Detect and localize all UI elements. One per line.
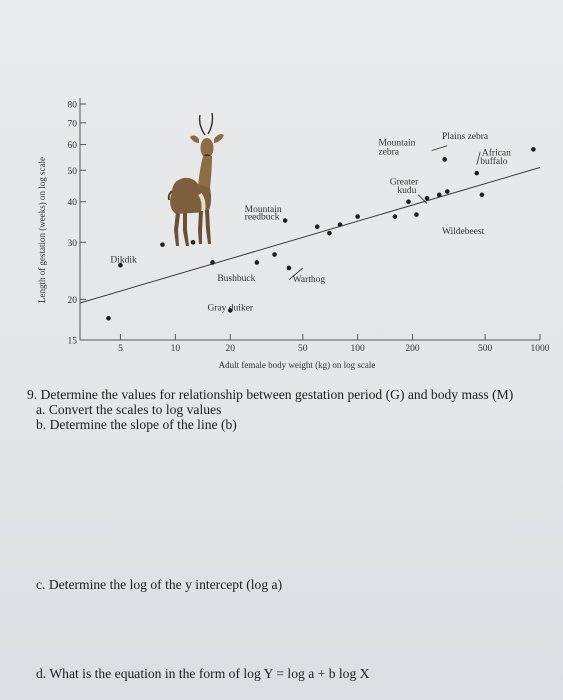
x-tick-label: 1000 (530, 344, 550, 354)
y-axis-label: Length of gestation (weeks) on log scale (37, 157, 47, 303)
antelope-illustration (169, 113, 224, 246)
data-point (255, 260, 260, 265)
x-tick-label: 5 (118, 344, 123, 354)
y-tick-label: 20 (67, 295, 77, 306)
data-point (437, 193, 442, 198)
data-point (272, 252, 277, 257)
species-label: reedbuck (244, 212, 280, 223)
y-tick-label: 70 (67, 119, 77, 130)
data-point (283, 218, 288, 223)
data-point (474, 171, 479, 176)
species-label: Mountain (244, 204, 282, 215)
y-tick-label: 40 (67, 198, 77, 209)
data-point (480, 193, 485, 198)
data-point (160, 242, 165, 247)
species-label: zebra (378, 147, 400, 158)
x-tick-label: 200 (405, 344, 420, 354)
question-9c: c. Determine the log of the y intercept (log a) (36, 577, 283, 592)
data-point (287, 266, 292, 271)
species-label: buffalo (480, 156, 508, 167)
y-tick-label: 15 (67, 336, 77, 347)
data-point (442, 157, 447, 162)
data-point (531, 147, 536, 152)
species-label: Greater (389, 177, 419, 188)
species-label: African (481, 148, 511, 159)
x-tick-label: 50 (298, 344, 308, 354)
x-tick-label: 500 (477, 344, 493, 354)
species-label: kudu (397, 186, 417, 197)
data-point (106, 316, 111, 321)
question-9a: a. Convert the scales to log values (36, 402, 222, 417)
x-tick-label: 10 (170, 344, 181, 354)
data-point (327, 231, 332, 236)
data-point (393, 214, 398, 219)
data-point (425, 196, 430, 201)
species-label: Bushbuck (217, 273, 256, 284)
data-point (414, 212, 419, 217)
x-tick-label: 20 (225, 344, 235, 354)
species-label: Warthog (292, 275, 326, 286)
x-tick-label: 100 (350, 344, 365, 354)
data-point (338, 222, 343, 227)
data-point (445, 189, 450, 194)
question-9b: b. Determine the slope of the line (b) (36, 417, 237, 432)
question-9d: d. What is the equation in the form of log Y = log a + b log X (36, 666, 370, 681)
y-tick-label: 80 (67, 100, 77, 111)
species-label: Wildebeest (441, 227, 485, 238)
x-axis-label: Adult female body weight (kg) on log scale (218, 360, 376, 370)
species-label: Mountain (378, 138, 416, 149)
data-point (210, 260, 215, 265)
species-label: Plains zebra (441, 131, 489, 142)
data-point (315, 224, 320, 229)
question-9: 9. Determine the values for relationship between gestation period (G) and body mass (M) (27, 387, 514, 402)
data-point (355, 214, 360, 219)
data-point (191, 240, 196, 245)
y-tick-label: 60 (67, 141, 77, 152)
species-label: Dikdik (110, 255, 137, 266)
y-tick-label: 30 (67, 238, 77, 249)
species-label: Gray duiker (207, 303, 254, 314)
y-tick-label: 50 (67, 166, 77, 177)
leader-line (432, 146, 447, 151)
data-point (406, 199, 411, 204)
